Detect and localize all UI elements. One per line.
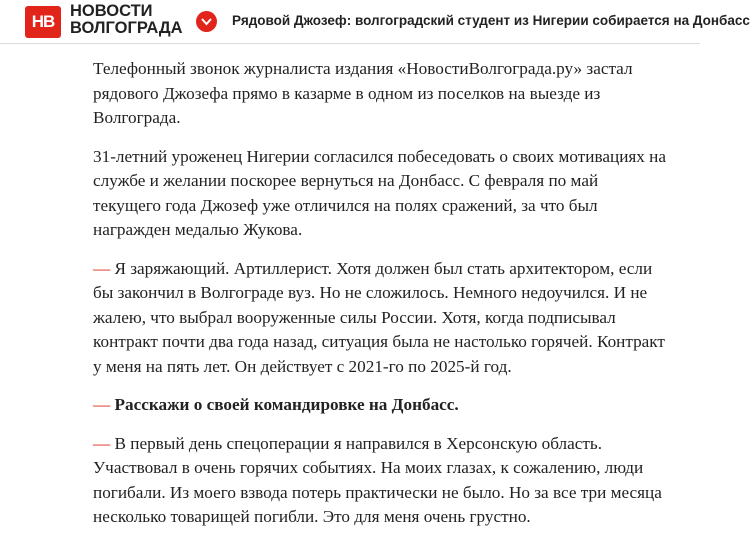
article-paragraph: 31-летний уроженец Нигерии согласился побеседовать о своих мотивациях на службе и желании поскорее вернуться на Донбасс. С февраля по май текущего года Джозеф уже отличился на полях сражений, за что был награжден медалью Жукова.: [93, 146, 667, 239]
logo-line-2: ВОЛГОГРАДА: [70, 19, 183, 37]
logo-icon[interactable]: НВ: [25, 6, 61, 38]
site-header: [0, 0, 750, 44]
dash-marker: —: [93, 395, 111, 414]
chevron-down-icon: [201, 18, 212, 26]
question-paragraph: — Расскажи о своей командировке на Донбасс.: [93, 395, 459, 414]
dash-marker: —: [93, 258, 111, 278]
article-headline[interactable]: Рядовой Джозеф: волгоградский студент из Нигерии собирается на Донбасс: [232, 13, 750, 28]
menu-dropdown-button[interactable]: [196, 11, 217, 32]
site-logo[interactable]: [70, 3, 183, 37]
quote-paragraph: — Я заряжающий. Артиллерист. Хотя должен был стать архитектором, если бы закончил в Волгограде вуз. Но не сложилось. Немного недоучился. И не жалею, что выбрал вооруженные силы России. Хотя, когда подписывал контракт почти два года назад, ситуация была не настолько горячей. Контракт у меня на пять лет. Он действует с 2021-го по 2025-й год.: [93, 258, 665, 376]
article-paragraph: Телефонный звонок журналиста издания «НовостиВолгограда.ру» застал рядового Джозефа прямо в казарме в одном из поселков на выезде из Волгограда.: [93, 59, 633, 127]
quote-paragraph: — В первый день спецоперации я направился в Херсонскую область. Участвовал в очень горячих событиях. На моих глазах, к сожалению, люди погибали. Из моего взвода потерь практически не было. Но за все три месяца несколько товарищей погибли. Это для меня очень грустно.: [93, 433, 662, 526]
logo-line-1: НОВОСТИ: [70, 2, 153, 20]
dash-marker: —: [93, 433, 111, 453]
article-body: [93, 57, 668, 544]
